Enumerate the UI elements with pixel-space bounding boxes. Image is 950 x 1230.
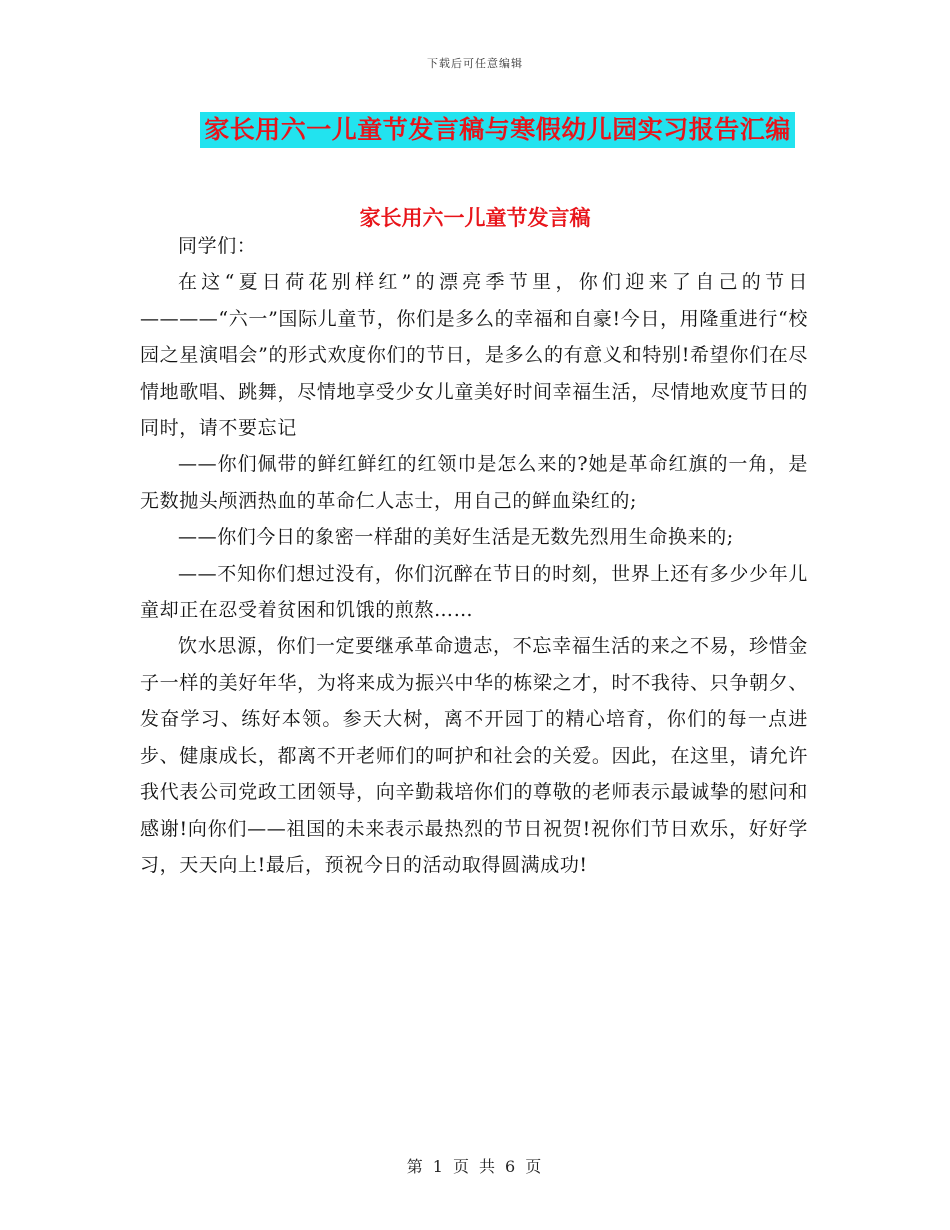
footer-page-number: 1	[432, 1157, 445, 1176]
paragraph: 在这“夏日荷花别样红”的漂亮季节里，你们迎来了自己的节日————“六一”国际儿童节，你们是多么的幸福和自豪!今日，用隆重进行“校园之星演唱会”的形式欢度你们的节日，是多么的有意义和特别!希望你们在尽情地歌唱、跳舞，尽情地享受少女儿童美好时间幸福生活，尽情地欢度节日的同时，请不要忘记	[140, 271, 808, 440]
salutation: 同学们：	[178, 235, 257, 257]
footer-page-unit: 页	[452, 1157, 471, 1176]
paragraph: ——你们今日的象密一样甜的美好生活是无数先烈用生命换来的;	[178, 526, 734, 549]
paragraph: 饮水思源，你们一定要继承革命遗志，不忘幸福生活的来之不易，珍惜金子一样的美好年华，为将来成为振兴中华的栋梁之才，时不我待、只争朝夕、发奋学习、练好本领。参天大树，离不开园丁的精心培育，你们的每一点进步、健康成长，都离不开老师们的呵护和社会的关爱。因此，在这里，请允许我代表公司党政工团领导，向辛勤栽培你们的尊敬的老师表示最诚挚的慰问和感谢!向你们——祖国的未来表示最热烈的节日祝贺!祝你们节日欢乐，好好学习，天天向上!最后，预祝今日的活动取得圆满成功!	[140, 635, 808, 876]
footer-total-prefix: 共	[479, 1157, 498, 1176]
footer-prefix: 第	[406, 1157, 425, 1176]
section-title: 家长用六一儿童节发言稿	[359, 205, 591, 230]
header-note: 下载后可任意编辑	[427, 57, 523, 70]
paragraph: ——不知你们想过没有，你们沉醉在节日的时刻，世界上还有多少少年儿童却正在忍受着贫困和饥饿的煎熬……	[140, 562, 808, 622]
doc-title: 家长用六一儿童节发言稿与寒假幼儿园实习报告汇编	[200, 112, 795, 148]
body-text	[140, 228, 808, 883]
page-footer	[0, 1154, 950, 1177]
footer-total-pages: 6	[505, 1157, 518, 1176]
footer-total-unit: 页	[525, 1157, 544, 1176]
paragraph: ——你们佩带的鲜红鲜红的红领巾是怎么来的?她是革命红旗的一角，是无数抛头颅洒热血的革命仁人志士，用自己的鲜血染红的;	[140, 453, 808, 512]
doc-title-container	[0, 112, 950, 148]
